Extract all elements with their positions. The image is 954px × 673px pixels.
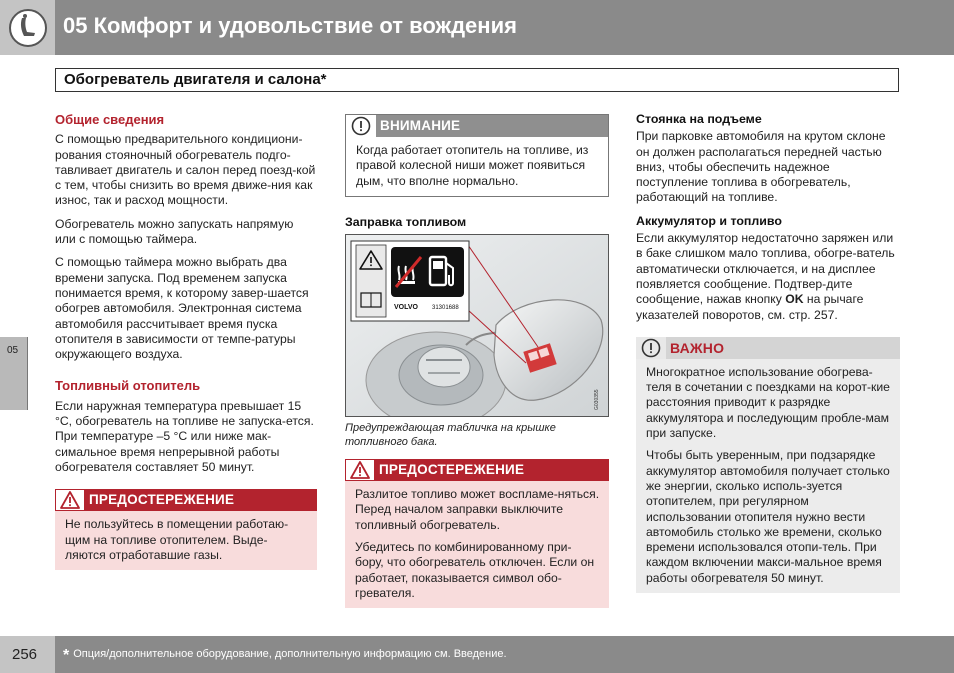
important-label: ВАЖНО bbox=[666, 337, 900, 359]
warning-triangle-icon bbox=[55, 489, 85, 511]
heading-general: Общие сведения bbox=[55, 112, 165, 127]
warning-text: Не пользуйтесь в помещении работаю-щим на топливе отопителем. Выде-ляются отработавшие газы. bbox=[65, 517, 289, 562]
important-header bbox=[636, 337, 900, 359]
fuel-flap-illustration bbox=[346, 235, 609, 417]
footer-bar bbox=[55, 636, 954, 673]
paragraph: С помощью предварительного кондициони-рования стояночный обогреватель подго-тавливает двигатель и салон перед поезд-кой с тем, чтобы снизить во время движе-ния как износ, так и расход мощности. bbox=[55, 132, 316, 208]
warning-label: ПРЕДОСТЕРЕЖЕНИЕ bbox=[375, 459, 609, 481]
paragraph: С помощью таймера можно выбрать два времени запуска. Под временем запуска понимается время, к которому завер-шается обогрев автомобиля. Электронная система автомобиля рассчитывает время пуска отопителя в зависимости от темпе-ратуры окружающего воздуха. bbox=[55, 255, 309, 362]
paragraph: Если наружная температура превышает 15 °C, обогреватель на топливе не запуска-ется. При температуре –5 °C или ниже мак-симальное время непрерывной работы обогревателя составляет 50 минут. bbox=[55, 398, 314, 474]
info-exclamation-icon bbox=[346, 115, 376, 137]
warning-header bbox=[55, 489, 317, 511]
chapter-side-tab bbox=[0, 337, 28, 410]
important-text: Многократное использование обогрева-теля в сочетании с поездками на корот-кие расстояния приводит к разрядке аккумулятора и последующим пробле-мам при запуске. bbox=[646, 364, 890, 441]
label-brand-text: VOLVO bbox=[394, 304, 418, 312]
chapter-icon-box bbox=[0, 0, 55, 55]
caution-label: ВНИМАНИЕ bbox=[376, 115, 608, 137]
warning-header bbox=[345, 459, 609, 481]
paragraph-part: Если аккумулятор недостаточно заряжен или в баке слишком мало топлива, обогре-ватель автоматически отключается, и на дисплее появляется сообщение. Подтвер-дите сообщение, нажав кнопку bbox=[636, 231, 895, 307]
caution-header bbox=[346, 115, 608, 137]
heading-refuelling: Заправка топливом bbox=[345, 214, 467, 229]
seat-icon bbox=[8, 8, 48, 48]
important-body bbox=[636, 359, 900, 593]
heading-fuel-heater: Топливный отопитель bbox=[55, 378, 201, 394]
warning-label: ПРЕДОСТЕРЕЖЕНИЕ bbox=[85, 489, 317, 511]
chapter-title: 05 Комфорт и удовольствие от вождения bbox=[63, 13, 517, 38]
warning-box bbox=[345, 459, 609, 608]
warning-body bbox=[55, 511, 317, 570]
section-title: Обогреватель двигателя и салона* bbox=[55, 68, 899, 92]
footer-note bbox=[63, 647, 507, 665]
warning-body bbox=[345, 481, 609, 608]
heading-battery-fuel: Аккумулятор и топливо bbox=[636, 213, 782, 228]
column-3 bbox=[636, 112, 900, 607]
ok-button-ref: OK bbox=[785, 292, 804, 307]
exclamation-circle-icon bbox=[636, 337, 666, 359]
figure-caption: Предупреждающая табличка на крышке топливного бака. bbox=[345, 422, 556, 448]
paragraph bbox=[636, 231, 900, 323]
column-2 bbox=[345, 114, 609, 622]
heading-parking-slope: Стоянка на подъеме bbox=[636, 112, 762, 126]
warning-triangle-icon bbox=[345, 459, 375, 481]
footnote-star: * bbox=[63, 647, 70, 664]
warning-text: Разлитое топливо может воспламе-няться. Перед началом заправки выключите топливный обогреватель. bbox=[355, 487, 600, 532]
important-text: Чтобы быть уверенным, при подзарядке аккумулятор автомобиля получает столько же энергии, сколько исполь-зуется отопителем, при регулярном использовании отопителя нужно вести автомобиль столько же времени, сколько времени использовался отопи-тель. При каждом включении макси-мальное время работы обогревателя 50 минут. bbox=[646, 448, 890, 585]
warning-box bbox=[55, 489, 317, 570]
warning-text: Убедитесь по комбинированному при-бору, что обогреватель отключен. Если он работает, показывается символ обо-гревателя. bbox=[355, 540, 595, 600]
label-part-number: 31301688 bbox=[432, 305, 459, 312]
important-box bbox=[636, 337, 900, 593]
page-number: 256 bbox=[0, 636, 55, 673]
side-tab-label: 05 bbox=[7, 345, 19, 356]
fuel-flap-figure bbox=[345, 234, 609, 417]
header-bar bbox=[55, 0, 954, 55]
image-code: G030355 bbox=[594, 389, 600, 411]
footer-note-text: Опция/дополнительное оборудование, дополнительную информацию см. Введение. bbox=[73, 648, 507, 660]
caution-body bbox=[346, 137, 608, 196]
paragraph: При парковке автомобиля на крутом склоне он должен располагаться передней частью вниз, чтобы обеспечить надежное поступление топлива в обогреватель, работающий на топливе. bbox=[636, 129, 886, 205]
paragraph-part: на рычаге указателей поворотов, см. стр. 257. bbox=[636, 292, 864, 322]
caution-text: Когда работает отопитель на топливе, из правой колесной ниши может появиться дым, что вполне нормально. bbox=[356, 143, 589, 188]
caution-box bbox=[345, 114, 609, 197]
paragraph: Обогреватель можно запускать напрямую или с помощью таймера. bbox=[55, 216, 294, 247]
column-1 bbox=[55, 112, 317, 584]
